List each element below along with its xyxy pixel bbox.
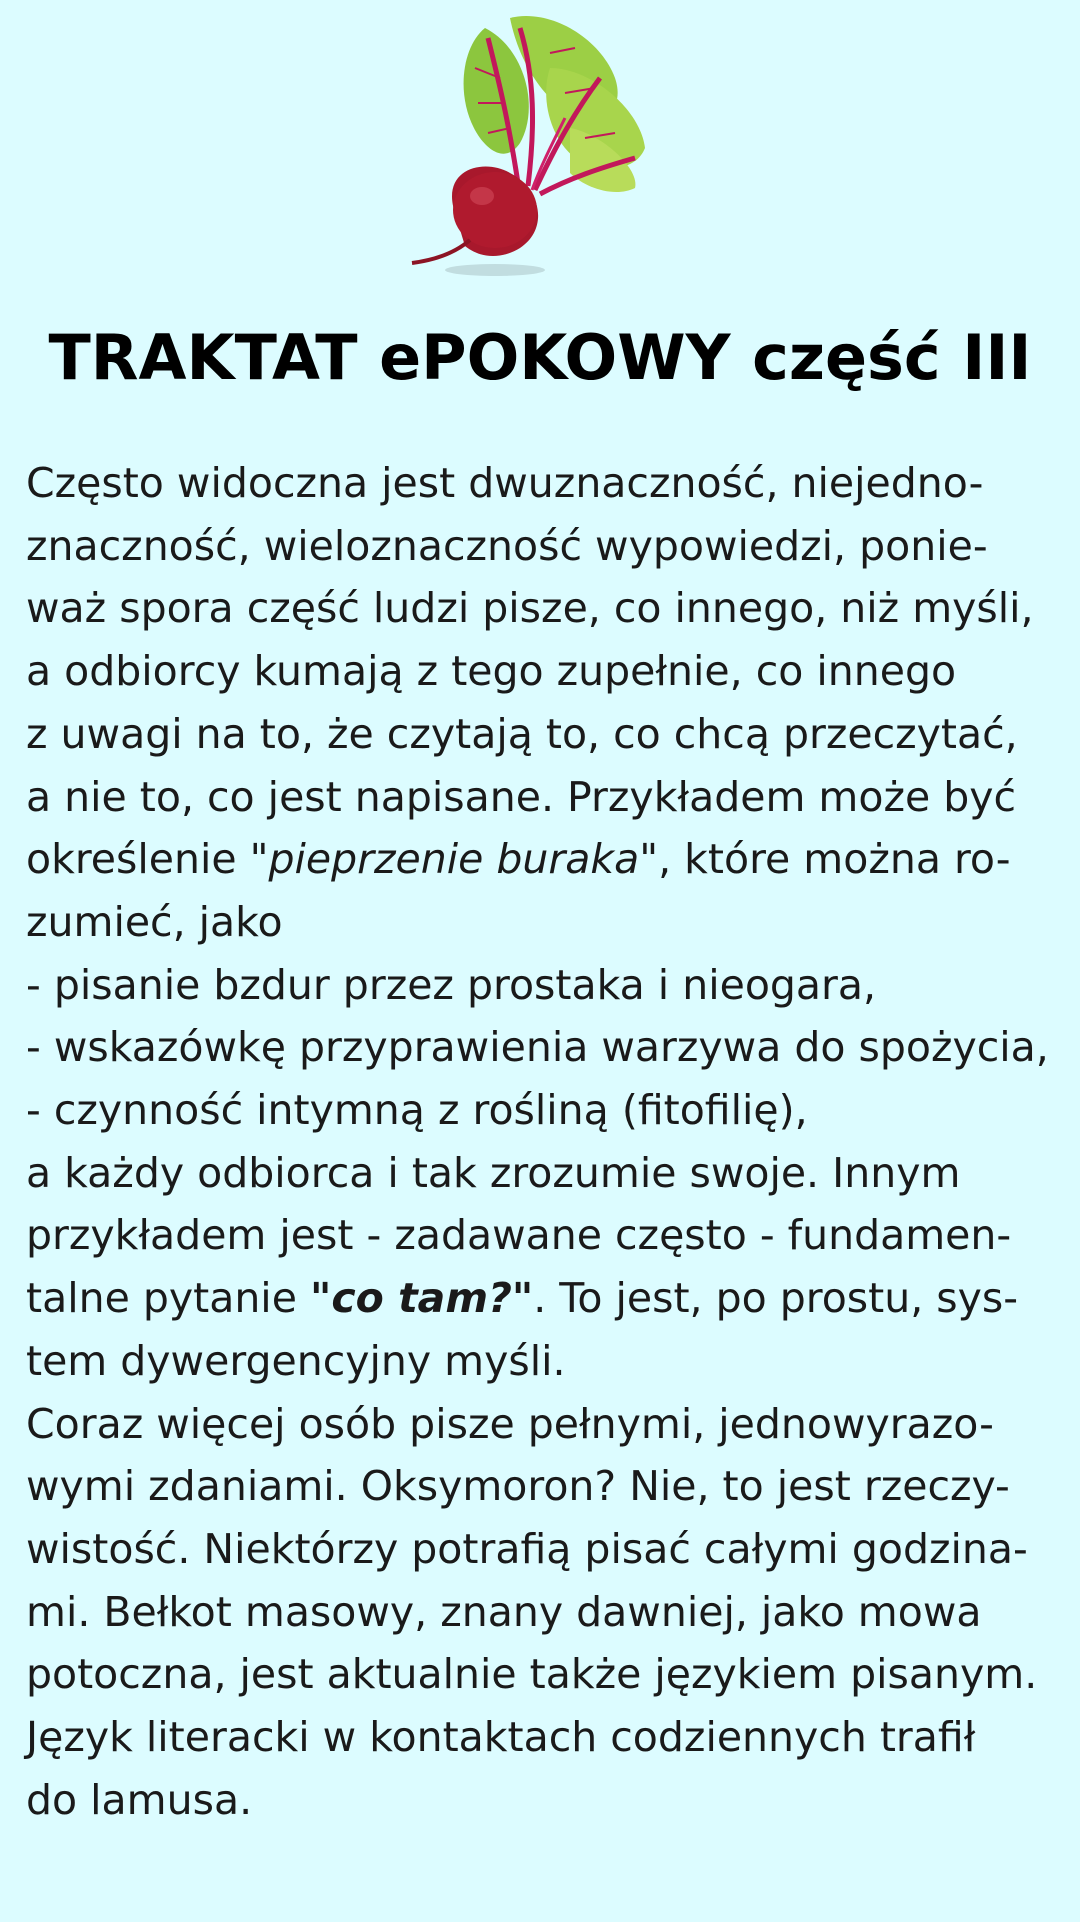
text-segment: a każdy odbiorca i tak zrozumie swoje. Innym [26, 1148, 961, 1197]
text-line [26, 515, 1071, 578]
text-line [26, 1581, 1071, 1644]
text-segment: talne pytanie [26, 1274, 310, 1323]
text-segment: wistość. Niektórzy potrafią pisać całymi godzina- [26, 1524, 1028, 1573]
text-line [26, 703, 1071, 766]
emphasized-text: "co tam?" [309, 1274, 534, 1323]
text-line [26, 1706, 1071, 1769]
text-segment: do lamusa. [26, 1775, 253, 1824]
text-segment: Często widoczna jest dwuznaczność, niejedno- [26, 459, 984, 507]
beet-icon [400, 8, 680, 278]
text-segment: zumieć, jako [26, 897, 283, 946]
text-line [26, 452, 1071, 515]
text-line [26, 954, 1071, 1017]
text-line [26, 577, 1071, 640]
text-segment: - pisanie bzdur przez prostaka i nieogara, [26, 960, 877, 1009]
text-line [26, 1142, 1071, 1205]
text-line [26, 828, 1071, 891]
text-line [26, 1393, 1071, 1456]
text-line [26, 1204, 1071, 1267]
text-line [26, 766, 1071, 829]
text-line [26, 1643, 1071, 1706]
text-segment: przykładem jest - zadawane często - fundamen- [26, 1211, 1012, 1260]
text-segment: Coraz więcej osób pisze pełnymi, jednowyrazo- [26, 1399, 994, 1448]
text-segment: tem dywergencyjny myśli. [26, 1336, 566, 1385]
text-segment: Język literacki w kontaktach codziennych trafił [26, 1713, 976, 1762]
text-segment: mi. Bełkot masowy, znany dawniej, jako mowa [26, 1587, 982, 1636]
text-segment: - wskazówkę przyprawienia warzywa do spożycia, [26, 1023, 1049, 1072]
text-segment: znaczność, wieloznaczność wypowiedzi, ponie- [26, 521, 988, 570]
text-segment: określenie [26, 835, 250, 884]
text-line [26, 1267, 1071, 1330]
text-segment: z uwagi na to, że czytają to, co chcą przeczytać, [26, 709, 1018, 758]
text-line [26, 1079, 1071, 1142]
text-line [26, 1455, 1071, 1518]
text-line [26, 1016, 1071, 1079]
text-segment: - czynność intymną z rośliną (fitofilię), [26, 1086, 808, 1135]
text-line [26, 891, 1071, 954]
text-segment: . To jest, po prostu, sys- [533, 1274, 1019, 1323]
page-title: TRAKTAT ePOKOWY część III [48, 321, 1032, 394]
text-segment: waż spora część ludzi pisze, co innego, niż myśli, [26, 584, 1034, 633]
text-segment: a odbiorcy kumają z tego zupełnie, co innego [26, 647, 957, 696]
text-line [26, 640, 1071, 703]
text-line [26, 1330, 1071, 1393]
text-segment: ", które można ro- [639, 835, 1011, 884]
text-segment: potoczna, jest aktualnie także językiem pisanym. [26, 1650, 1038, 1699]
emphasized-text: "pieprzenie buraka [249, 835, 640, 884]
article-body [26, 452, 1071, 1831]
text-segment: a nie to, co jest napisane. Przykładem może być [26, 772, 1017, 821]
text-segment: wymi zdaniami. Oksymoron? Nie, to jest rzeczy- [26, 1462, 1010, 1511]
text-line [26, 1769, 1071, 1832]
text-line [26, 1518, 1071, 1581]
